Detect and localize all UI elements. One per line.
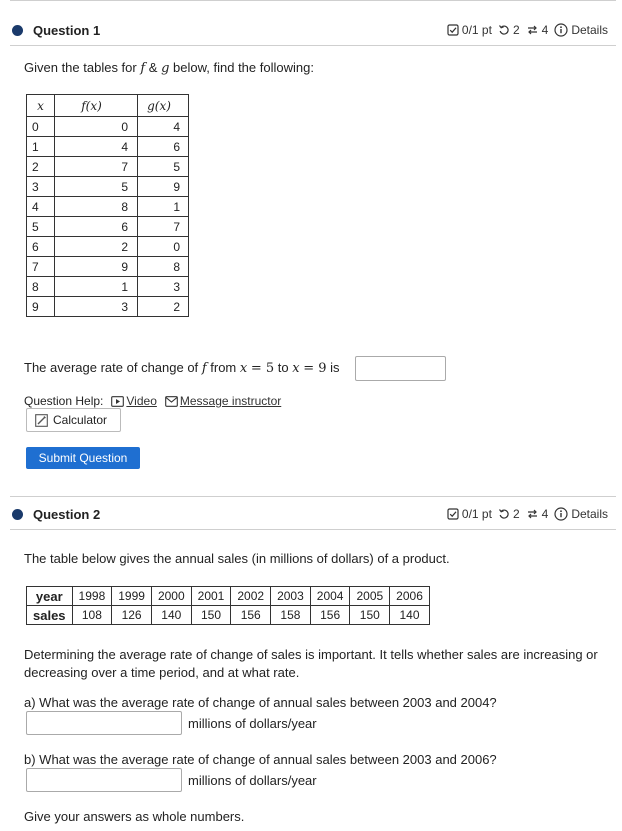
sales-cell: 140 (390, 606, 430, 625)
gx-cell: 7 (138, 217, 189, 237)
sales-row-label: sales (27, 606, 73, 625)
prompt-g: g (161, 61, 170, 76)
retry-icon (498, 508, 510, 520)
prompt-f: f (140, 61, 146, 76)
question1-header (12, 21, 100, 39)
year-cell: 2000 (151, 587, 191, 606)
help-label: Question Help: (24, 394, 104, 408)
calculator-button[interactable] (26, 408, 121, 432)
sales-row (27, 606, 430, 625)
footer-note: Give your answers as whole numbers. (24, 809, 245, 824)
part-a-input[interactable] (26, 711, 182, 735)
rate-to: to (277, 360, 289, 375)
year-cell: 2003 (271, 587, 311, 606)
header-x: x (27, 95, 55, 117)
details-link[interactable]: Details (571, 23, 608, 37)
question2-header (12, 505, 100, 523)
prompt-end: below, find the following: (169, 60, 314, 75)
x-cell: 6 (27, 237, 55, 257)
question2-meta (441, 507, 608, 521)
sales-cell: 156 (231, 606, 271, 625)
function-table-row (27, 137, 189, 157)
attempts-count: 4 (541, 507, 549, 521)
sales-table (26, 586, 430, 625)
fx-cell: 1 (55, 277, 138, 297)
function-table-row (27, 237, 189, 257)
gx-cell: 8 (138, 257, 189, 277)
year-cell: 2004 (310, 587, 350, 606)
sales-cell: 150 (191, 606, 231, 625)
year-cell: 1999 (112, 587, 152, 606)
points-text: 0/1 pt (461, 23, 492, 37)
rate-f: f (201, 361, 207, 376)
x-cell: 9 (27, 297, 55, 317)
rate-text: The average rate of change of (24, 360, 199, 375)
sales-cell: 140 (151, 606, 191, 625)
question1-prompt (24, 60, 314, 76)
sales-cell: 108 (72, 606, 112, 625)
question2-divider (10, 529, 616, 530)
question-separator (10, 496, 616, 497)
function-table-header (27, 95, 189, 117)
function-table-row (27, 277, 189, 297)
rate-from: from (210, 360, 237, 375)
message-label[interactable]: Message instructor (179, 394, 282, 408)
rate-eq1: = 5 (250, 361, 275, 376)
retry-icon (498, 24, 510, 36)
rate-x1: x (239, 361, 248, 376)
prompt-amp: & (145, 60, 162, 75)
x-cell: 7 (27, 257, 55, 277)
sales-cell: 126 (112, 606, 152, 625)
question-status-dot (12, 25, 23, 36)
top-divider (10, 0, 616, 1)
sales-cell: 158 (271, 606, 311, 625)
year-cell: 2005 (350, 587, 390, 606)
gx-cell: 4 (138, 117, 189, 137)
year-row (27, 587, 430, 606)
attempts-icon (526, 24, 539, 36)
function-table-row (27, 217, 189, 237)
rate-eq2: = 9 (303, 361, 327, 376)
question-help (24, 394, 281, 408)
part-a-question: a) What was the average rate of change of annual sales between 2003 and 2004? (24, 695, 497, 710)
question1-title: Question 1 (33, 22, 101, 38)
fx-cell: 5 (55, 177, 138, 197)
fx-cell: 6 (55, 217, 138, 237)
calculator-label: Calculator (53, 413, 108, 427)
retries-count: 2 (512, 23, 520, 37)
year-cell: 2006 (390, 587, 430, 606)
fx-cell: 8 (55, 197, 138, 217)
function-table-row (27, 197, 189, 217)
gx-cell: 3 (138, 277, 189, 297)
score-icon (447, 24, 459, 36)
video-label[interactable]: Video (126, 394, 157, 408)
question2-intro: The table below gives the annual sales (in millions of dollars) of a product. (24, 551, 450, 566)
prompt-text: Given the tables for (24, 60, 137, 75)
paragraph-line1: Determining the average rate of change of sales is important. It tells whether sales are increasing or (24, 647, 598, 662)
video-icon (111, 396, 124, 407)
submit-question-button[interactable]: Submit Question (26, 447, 140, 469)
function-table-row (27, 117, 189, 137)
fx-cell: 3 (55, 297, 138, 317)
x-cell: 8 (27, 277, 55, 297)
gx-cell: 1 (138, 197, 189, 217)
header-fx: f(x) (55, 95, 138, 117)
attempts-count: 4 (541, 23, 549, 37)
score-icon (447, 508, 459, 520)
details-info-icon[interactable] (554, 23, 568, 37)
calculator-icon (35, 414, 48, 427)
details-link[interactable]: Details (571, 507, 608, 521)
year-cell: 2002 (231, 587, 271, 606)
x-cell: 2 (27, 157, 55, 177)
sales-cell: 156 (310, 606, 350, 625)
part-b-input[interactable] (26, 768, 182, 792)
x-cell: 1 (27, 137, 55, 157)
fx-cell: 0 (55, 117, 138, 137)
question-status-dot (12, 509, 23, 520)
rate-question (24, 360, 340, 376)
gx-cell: 5 (138, 157, 189, 177)
x-cell: 4 (27, 197, 55, 217)
question1-divider (10, 45, 616, 46)
sales-cell: 150 (350, 606, 390, 625)
year-row-label: year (27, 587, 73, 606)
rate-answer-input[interactable] (355, 356, 446, 381)
fx-cell: 9 (55, 257, 138, 277)
part-b-question: b) What was the average rate of change of annual sales between 2003 and 2006? (24, 752, 497, 767)
mail-icon (165, 396, 178, 407)
rate-x2: x (292, 361, 300, 376)
attempts-icon (526, 508, 539, 520)
rate-is: is (330, 360, 340, 375)
x-cell: 3 (27, 177, 55, 197)
x-cell: 5 (27, 217, 55, 237)
function-table-row (27, 177, 189, 197)
message-instructor-link[interactable] (165, 394, 281, 408)
year-cell: 1998 (72, 587, 112, 606)
fx-cell: 4 (55, 137, 138, 157)
gx-cell: 0 (138, 237, 189, 257)
function-table-row (27, 257, 189, 277)
details-info-icon[interactable] (554, 507, 568, 521)
function-table-row (27, 157, 189, 177)
paragraph-line2: decreasing over a time period, and at what rate. (24, 665, 300, 680)
year-cell: 2001 (191, 587, 231, 606)
points-text: 0/1 pt (461, 507, 492, 521)
part-b-units: millions of dollars/year (188, 773, 317, 788)
fx-cell: 7 (55, 157, 138, 177)
retries-count: 2 (512, 507, 520, 521)
gx-cell: 6 (138, 137, 189, 157)
question1-meta (441, 23, 608, 37)
part-a-units: millions of dollars/year (188, 716, 317, 731)
fx-cell: 2 (55, 237, 138, 257)
x-cell: 0 (27, 117, 55, 137)
header-gx: g(x) (138, 95, 189, 117)
gx-cell: 2 (138, 297, 189, 317)
function-table-row (27, 297, 189, 317)
function-table (26, 94, 189, 317)
question2-title: Question 2 (33, 506, 101, 522)
gx-cell: 9 (138, 177, 189, 197)
video-link[interactable] (111, 394, 156, 408)
